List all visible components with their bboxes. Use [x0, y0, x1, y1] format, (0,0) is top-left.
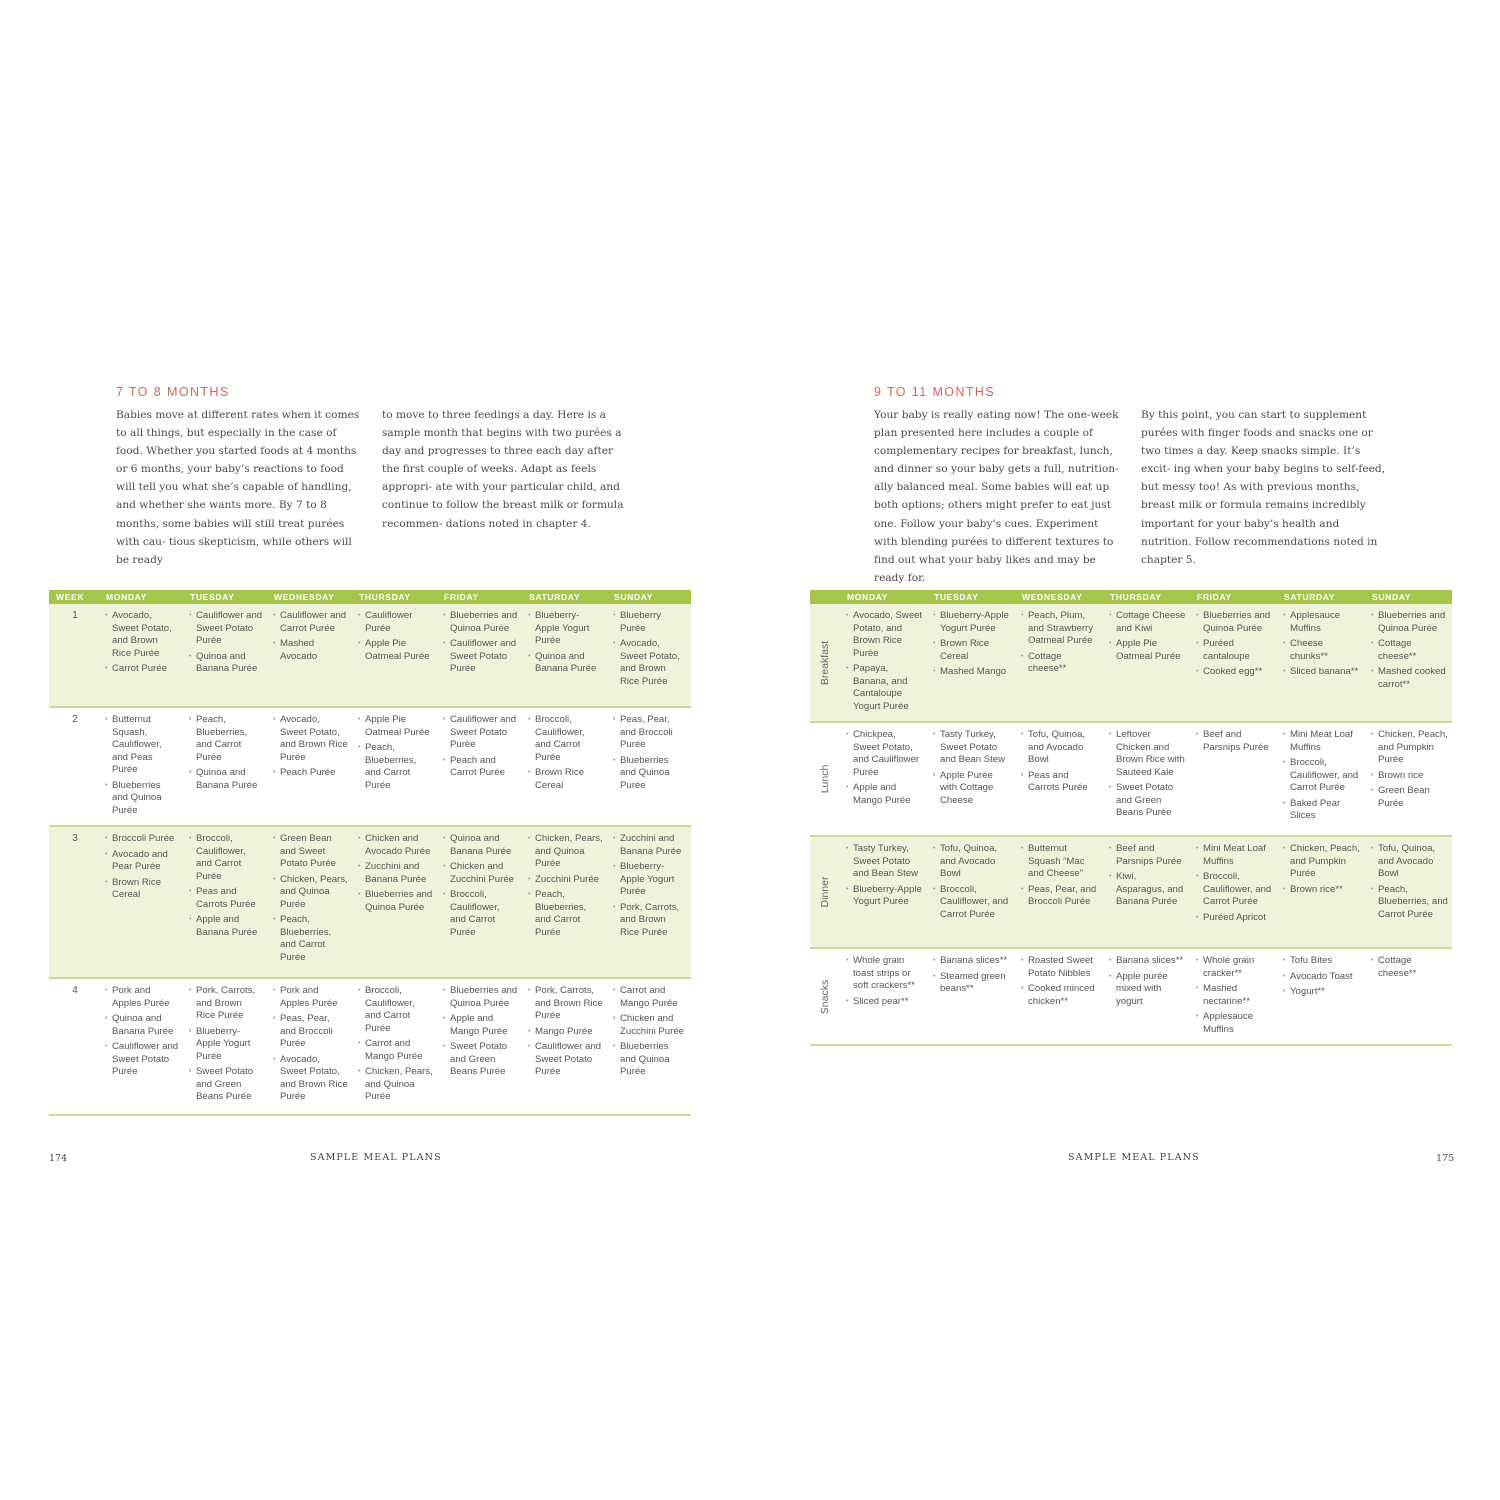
meal-item: • Blueberries and Quinoa Purée	[613, 755, 687, 793]
meal-item: • Banana slices**	[933, 955, 1011, 968]
week-number: 1	[49, 604, 99, 707]
meal-cell	[1190, 604, 1277, 722]
meal-item-list	[273, 833, 348, 964]
meal-item-list	[1196, 955, 1273, 1036]
meal-item: • Brown Rice Cereal	[528, 767, 603, 792]
meal-item: • Chicken, Pears, and Quinoa Purée	[273, 874, 348, 912]
meal-item: • Cottage cheese**	[1371, 955, 1448, 980]
column-header-tuesday: TUESDAY	[183, 590, 267, 604]
meal-item: • Peas, Pear, and Broccoli Purée	[273, 1013, 348, 1051]
meal-item: • Broccoli Purée	[105, 833, 179, 846]
meal-item-list	[1109, 610, 1186, 663]
column-header-wednesday: WEDNESDAY	[1015, 590, 1103, 604]
left-running-footer: SAMPLE MEAL PLANS	[310, 1152, 442, 1163]
meal-item: • Apple Pie Oatmeal Purée	[1109, 638, 1186, 663]
meal-item-list	[443, 985, 518, 1079]
meal-item: • Avocado, Sweet Potato, and Brown Rice Purée	[613, 638, 687, 688]
week-number: 2	[49, 707, 99, 826]
meal-item-list	[443, 714, 518, 780]
meal-item: • Puréed cantaloupe	[1196, 638, 1273, 663]
meal-cell	[437, 978, 522, 1115]
meal-cell	[183, 826, 267, 978]
meal-item: • Applesauce Muffins	[1283, 610, 1361, 635]
table-row	[49, 978, 691, 1115]
table-row	[810, 604, 1452, 722]
table-row	[49, 826, 691, 978]
meal-item: • Green Bean Purée	[1371, 785, 1448, 810]
right-running-footer: SAMPLE MEAL PLANS	[1068, 1152, 1200, 1163]
meal-cell	[352, 826, 437, 978]
meal-item: • Avocado, Sweet Potato, and Brown Rice Purée	[273, 714, 348, 764]
meal-item: • Quinoa and Banana Purée	[105, 1013, 179, 1038]
meal-item: • Blueberries and Quinoa Purée	[105, 780, 179, 818]
meal-item: • Zucchini and Banana Purée	[358, 861, 433, 886]
meal-item: • Avocado Toast	[1283, 971, 1361, 984]
left-intro-col1: Babies move at different rates when it comes to all things, but especially in the case of food. Whether you started foods at 4 months or 6 months, your baby’s reactions to food will tell you what she’s capable of handling, and whether she wants more. By 7 to 8 months, some babies will still treat purées with cau- tious skepticism, while others will be ready	[116, 409, 360, 566]
meal-item: • Sliced banana**	[1283, 666, 1361, 679]
meal-item: • Cauliflower Purée	[358, 610, 433, 635]
meal-item-list	[189, 610, 263, 676]
meal-item: • Peach, Blueberries, and Carrot Purée	[1371, 884, 1448, 922]
meal-item: • Zucchini and Banana Purée	[613, 833, 687, 858]
meal-item: • Sweet Potato and Green Beans Purée	[1109, 782, 1186, 820]
meal-item: • Apple purée mixed with yogurt	[1109, 971, 1186, 1009]
meal-item-list	[1371, 843, 1448, 921]
meal-item: • Brown rice	[1371, 770, 1448, 783]
meal-item-list	[528, 714, 603, 792]
meal-item: • Blueberry-Apple Yogurt Purée	[528, 610, 603, 648]
meal-item-list	[358, 610, 433, 663]
meal-item: • Blueberries and Quinoa Purée	[613, 1041, 687, 1079]
meal-item-list	[528, 610, 603, 676]
meal-cell	[99, 826, 183, 978]
meal-item-list	[105, 833, 179, 902]
meal-item: • Chicken, Pears, and Quinoa Purée	[358, 1066, 433, 1104]
meal-item: • Pork, Carrots, and Brown Rice Purée	[528, 985, 603, 1023]
meal-item: • Cooked egg**	[1196, 666, 1273, 679]
meal-item: • Leftover Chicken and Brown Rice with Sautéed Kale	[1109, 729, 1186, 779]
meal-item: • Mango Purée	[528, 1026, 603, 1039]
meal-item: • Avocado, Sweet Potato, and Brown Rice Purée	[273, 1054, 348, 1104]
meal-item-list	[528, 833, 603, 939]
meal-item: • Sweet Potato and Green Beans Purée	[443, 1041, 518, 1079]
column-header-friday: FRIDAY	[1190, 590, 1277, 604]
meal-item: • Apple and Mango Purée	[846, 782, 923, 807]
meal-item: • Green Bean and Sweet Potato Purée	[273, 833, 348, 871]
meal-cell	[1277, 722, 1365, 836]
meal-item: • Blueberries and Quinoa Purée	[1371, 610, 1448, 635]
meal-item: • Pork and Apples Purée	[105, 985, 179, 1010]
meal-item: • Peach and Carrot Purée	[443, 755, 518, 780]
meal-cell	[1365, 836, 1452, 948]
meal-item: • Chicken and Zucchini Purée	[443, 861, 518, 886]
meal-cell	[840, 604, 927, 722]
meal-item-list	[1109, 843, 1186, 909]
meal-item-list	[846, 610, 923, 713]
meal-item: • Yogurt**	[1283, 986, 1361, 999]
meal-item: • Blueberry Purée	[613, 610, 687, 635]
meal-item: • Cottage Cheese and Kiwi	[1109, 610, 1186, 635]
meal-item: • Chicken, Pears, and Quinoa Purée	[528, 833, 603, 871]
meal-item-list	[613, 985, 687, 1079]
meal-cell	[840, 836, 927, 948]
meal-item-list	[846, 729, 923, 807]
meal-item: • Tasty Turkey, Sweet Potato and Bean Stew	[933, 729, 1011, 767]
meal-item-list	[613, 833, 687, 939]
meal-item: • Puréed Apricot	[1196, 912, 1273, 925]
meal-item-list	[613, 610, 687, 688]
meal-cell	[99, 604, 183, 707]
table-row	[49, 707, 691, 826]
meal-item: • Peas, Pear, and Broccoli Purée	[1021, 884, 1099, 909]
meal-item: • Brown Rice Cereal	[933, 638, 1011, 663]
meal-item: • Mashed Avocado	[273, 638, 348, 663]
column-header-week: WEEK	[49, 590, 99, 604]
meal-item: • Chicken and Zucchini Purée	[613, 1013, 687, 1038]
meal-item: • Baked Pear Slices	[1283, 798, 1361, 823]
meal-item: • Cottage cheese**	[1021, 651, 1099, 676]
column-header-thursday: THURSDAY	[352, 590, 437, 604]
meal-item: • Broccoli, Cauliflower, and Carrot Purée	[933, 884, 1011, 922]
meal-cell	[927, 604, 1015, 722]
meal-item: • Cottage cheese**	[1371, 638, 1448, 663]
meal-item-list	[1283, 610, 1361, 679]
meal-item: • Blueberries and Quinoa Purée	[358, 889, 433, 914]
meal-cell	[352, 707, 437, 826]
column-header-saturday: SATURDAY	[1277, 590, 1365, 604]
meal-item: • Steamed green beans**	[933, 971, 1011, 996]
meal-label: Snacks	[818, 979, 831, 1014]
meal-cell	[1277, 604, 1365, 722]
left-heading: 7 TO 8 MONTHS	[116, 385, 230, 399]
meal-item: • Avocado, Sweet Potato, and Brown Rice Purée	[846, 610, 923, 660]
meal-item: • Avocado and Pear Purée	[105, 849, 179, 874]
meal-cell	[1015, 836, 1103, 948]
meal-item-list	[846, 955, 923, 1008]
meal-item: • Tasty Turkey, Sweet Potato and Bean Stew	[846, 843, 923, 881]
meal-item-list	[1371, 729, 1448, 810]
meal-item-list	[189, 985, 263, 1104]
meal-cell	[1103, 948, 1190, 1045]
meal-cell	[1015, 722, 1103, 836]
meal-cell	[927, 948, 1015, 1045]
meal-item: • Sweet Potato and Green Beans Purée	[189, 1066, 263, 1104]
meal-item: • Cooked minced chicken**	[1021, 983, 1099, 1008]
meal-item: • Apple Purée with Cottage Cheese	[933, 770, 1011, 808]
column-header-sunday: SUNDAY	[607, 590, 691, 604]
meal-cell	[437, 826, 522, 978]
meal-cell	[1103, 722, 1190, 836]
meal-label: Breakfast	[818, 640, 831, 685]
meal-item: • Blueberry-Apple Yogurt Purée	[846, 884, 923, 909]
meal-item: • Apple and Banana Purée	[189, 914, 263, 939]
column-header-sunday: SUNDAY	[1365, 590, 1452, 604]
table-row	[810, 722, 1452, 836]
meal-item: • Blueberries and Quinoa Purée	[443, 985, 518, 1010]
meal-cell	[607, 604, 691, 707]
meal-cell	[99, 978, 183, 1115]
meal-item: • Cauliflower and Sweet Potato Purée	[189, 610, 263, 648]
meal-item: • Quinoa and Banana Purée	[189, 651, 263, 676]
meal-item: • Chicken, Peach, and Pumpkin Purée	[1283, 843, 1361, 881]
meal-item-list	[1196, 610, 1273, 679]
meal-item: • Peach, Blueberries, and Carrot Purée	[528, 889, 603, 939]
meal-cell	[352, 604, 437, 707]
meal-item: • Tofu, Quinoa, and Avocado Bowl	[1021, 729, 1099, 767]
meal-label-cell	[810, 836, 840, 948]
meal-item-list	[1196, 729, 1273, 754]
meal-cell	[1190, 722, 1277, 836]
column-header-saturday: SATURDAY	[522, 590, 607, 604]
column-header-tuesday: TUESDAY	[927, 590, 1015, 604]
meal-item: • Peas, Pear, and Broccoli Purée	[613, 714, 687, 752]
meal-item-list	[1371, 610, 1448, 691]
meal-item-list	[105, 985, 179, 1079]
meal-item: • Cauliflower and Sweet Potato Purée	[443, 714, 518, 752]
meal-item: • Banana slices**	[1109, 955, 1186, 968]
meal-item-list	[105, 610, 179, 676]
left-page-number: 174	[49, 1153, 68, 1164]
meal-item-list	[443, 610, 518, 676]
meal-cell	[1365, 948, 1452, 1045]
meal-cell	[1190, 836, 1277, 948]
meal-item: • Quinoa and Banana Purée	[443, 833, 518, 858]
column-header-monday: MONDAY	[99, 590, 183, 604]
meal-cell	[840, 948, 927, 1045]
meal-item: • Blueberry-Apple Yogurt Purée	[933, 610, 1011, 635]
meal-item-list	[933, 955, 1011, 996]
meal-item-list	[273, 714, 348, 780]
meal-item: • Papaya, Banana, and Cantaloupe Yogurt Purée	[846, 663, 923, 713]
column-header-friday: FRIDAY	[437, 590, 522, 604]
meal-cell	[267, 826, 352, 978]
meal-label-cell	[810, 722, 840, 836]
meal-cell	[183, 707, 267, 826]
meal-item: • Blueberry-Apple Yogurt Purée	[613, 861, 687, 899]
table-row	[810, 836, 1452, 948]
meal-item: • Brown rice**	[1283, 884, 1361, 897]
meal-item: • Pork and Apples Purée	[273, 985, 348, 1010]
meal-item: • Broccoli, Cauliflower, and Carrot Purée	[358, 985, 433, 1035]
meal-item: • Tofu, Quinoa, and Avocado Bowl	[1371, 843, 1448, 881]
meal-item-list	[358, 714, 433, 792]
meal-item-list	[1371, 955, 1448, 980]
meal-cell	[1103, 836, 1190, 948]
meal-cell	[840, 722, 927, 836]
meal-label: Dinner	[818, 876, 831, 908]
meal-item: • Kiwi, Asparagus, and Banana Purée	[1109, 871, 1186, 909]
meal-item-list	[1021, 729, 1099, 795]
meal-cell	[183, 978, 267, 1115]
meal-item-list	[1109, 955, 1186, 1008]
meal-item: • Mini Meat Loaf Muffins	[1283, 729, 1361, 754]
meal-cell	[183, 604, 267, 707]
meal-item: • Peach, Blueberries, and Carrot Purée	[189, 714, 263, 764]
meal-item: • Carrot Purée	[105, 663, 179, 676]
meal-item: • Pork, Carrots, and Brown Rice Purée	[613, 902, 687, 940]
meal-item: • Blueberries and Quinoa Purée	[443, 610, 518, 635]
right-heading: 9 TO 11 MONTHS	[874, 385, 996, 399]
meal-item-list	[528, 985, 603, 1079]
meal-item: • Quinoa and Banana Purée	[189, 767, 263, 792]
meal-item: • Mashed nectarine**	[1196, 983, 1273, 1008]
meal-item-list	[358, 833, 433, 914]
meal-item: • Sliced pear**	[846, 996, 923, 1009]
right-intro-col1: Your baby is really eating now! The one-week plan presented here includes a couple of complementary recipes for breakfast, lunch, and dinner so your baby gets a full, nutrition- ally balanced meal. Some babies will eat up both options; others might prefer to eat just one. Follow your baby’s cues. Experiment with blending purées to different textures to find out what your baby likes and may be ready for.	[874, 409, 1119, 584]
meal-item: • Beef and Parsnips Purée	[1196, 729, 1273, 754]
meal-item-list	[933, 610, 1011, 679]
week-number: 3	[49, 826, 99, 978]
meal-item-list	[105, 714, 179, 817]
meal-item: • Tofu, Quinoa, and Avocado Bowl	[933, 843, 1011, 881]
meal-item-list	[1283, 955, 1361, 999]
meal-item-list	[933, 843, 1011, 921]
meal-item: • Cauliflower and Sweet Potato Purée	[443, 638, 518, 676]
meal-item: • Chickpea, Sweet Potato, and Cauliflower Purée	[846, 729, 923, 779]
meal-cell	[437, 604, 522, 707]
meal-cell	[522, 826, 607, 978]
column-header-monday: MONDAY	[840, 590, 927, 604]
table-row	[49, 604, 691, 707]
meal-item: • Mashed Mango	[933, 666, 1011, 679]
meal-cell	[1103, 604, 1190, 722]
meal-item-list	[1021, 610, 1099, 676]
column-header-thursday: THURSDAY	[1103, 590, 1190, 604]
meal-item-list	[1021, 955, 1099, 1008]
meal-item-list	[1196, 843, 1273, 924]
meal-item: • Apple and Mango Purée	[443, 1013, 518, 1038]
meal-item-list	[358, 985, 433, 1104]
meal-item: • Applesauce Muffins	[1196, 1011, 1273, 1036]
right-intro-col2: By this point, you can start to supplement purées with finger foods and snacks one or two times a day. Keep snacks simple. It’s excit- ing when your baby begins to self-feed, but messy too! As with previous months, breast milk or formula remains incredibly important for your baby’s health and nutrition. Follow recommendations noted in chapter 5.	[1141, 409, 1386, 566]
meal-item: • Mini Meat Loaf Muffins	[1196, 843, 1273, 868]
meal-cell	[267, 604, 352, 707]
meal-cell	[607, 826, 691, 978]
meal-item: • Pork, Carrots, and Brown Rice Purée	[189, 985, 263, 1023]
right-meal-plan-table	[810, 590, 1452, 1046]
meal-cell	[352, 978, 437, 1115]
meal-item: • Cauliflower and Sweet Potato Purée	[105, 1041, 179, 1079]
left-intro-col2: to move to three feedings a day. Here is a sample month that begins with two purées a day and progresses to three each day after the first couple of weeks. Adapt as feels appropri- ate with your particular child, and continue to follow the breast milk or formula recommen- dations noted in chapter 4.	[382, 409, 624, 530]
meal-item: • Avocado, Sweet Potato, and Brown Rice Purée	[105, 610, 179, 660]
meal-cell	[522, 707, 607, 826]
meal-item: • Chicken, Peach, and Pumpkin Purée	[1371, 729, 1448, 767]
meal-cell	[522, 604, 607, 707]
meal-item: • Cauliflower and Sweet Potato Purée	[528, 1041, 603, 1079]
meal-cell	[267, 978, 352, 1115]
meal-item-list	[273, 610, 348, 663]
meal-cell	[607, 978, 691, 1115]
meal-item-list	[1021, 843, 1099, 909]
meal-item: • Cauliflower and Carrot Purée	[273, 610, 348, 635]
meal-item: • Broccoli, Cauliflower, and Carrot Purée	[189, 833, 263, 883]
meal-item: • Beef and Parsnips Purée	[1109, 843, 1186, 868]
column-header-meal	[810, 590, 840, 604]
meal-item-list	[1283, 729, 1361, 823]
column-header-wednesday: WEDNESDAY	[267, 590, 352, 604]
meal-item: • Quinoa and Banana Purée	[528, 651, 603, 676]
meal-item: • Whole grain cracker**	[1196, 955, 1273, 980]
meal-cell	[1190, 948, 1277, 1045]
meal-item-list	[189, 714, 263, 792]
meal-cell	[267, 707, 352, 826]
meal-item: • Roasted Sweet Potato Nibbles	[1021, 955, 1099, 980]
week-number: 4	[49, 978, 99, 1115]
meal-item-list	[273, 985, 348, 1104]
meal-item-list	[189, 833, 263, 939]
meal-item: • Apple Pie Oatmeal Purée	[358, 638, 433, 663]
meal-item: • Tofu Bites	[1283, 955, 1361, 968]
meal-cell	[607, 707, 691, 826]
meal-item: • Whole grain toast strips or soft crackers**	[846, 955, 923, 993]
meal-item-list	[1109, 729, 1186, 820]
left-meal-plan-table	[49, 590, 691, 1116]
meal-item: • Peach, Blueberries, and Carrot Purée	[273, 914, 348, 964]
meal-item-list	[1283, 843, 1361, 896]
meal-cell	[1277, 948, 1365, 1045]
meal-item: • Blueberry-Apple Yogurt Purée	[189, 1026, 263, 1064]
meal-item-list	[846, 843, 923, 909]
meal-item: • Broccoli, Cauliflower, and Carrot Purée	[1196, 871, 1273, 909]
meal-label-cell	[810, 948, 840, 1045]
right-page-number: 175	[1436, 1153, 1455, 1164]
meal-item: • Mashed cooked carrot**	[1371, 666, 1448, 691]
meal-cell	[1365, 604, 1452, 722]
meal-item: • Peach, Blueberries, and Carrot Purée	[358, 742, 433, 792]
meal-cell	[437, 707, 522, 826]
meal-cell	[1365, 722, 1452, 836]
meal-item: • Peach, Plum, and Strawberry Oatmeal Purée	[1021, 610, 1099, 648]
meal-item: • Broccoli, Cauliflower, and Carrot Purée	[443, 889, 518, 939]
meal-item: • Chicken and Avocado Purée	[358, 833, 433, 858]
meal-item-list	[443, 833, 518, 939]
meal-cell	[1277, 836, 1365, 948]
meal-item: • Brown Rice Cereal	[105, 877, 179, 902]
meal-label-cell	[810, 604, 840, 722]
meal-cell	[927, 836, 1015, 948]
meal-cell	[1015, 604, 1103, 722]
meal-item: • Carrot and Mango Purée	[613, 985, 687, 1010]
meal-cell	[927, 722, 1015, 836]
meal-item: • Zucchini Purée	[528, 874, 603, 887]
meal-cell	[1015, 948, 1103, 1045]
meal-item: • Carrot and Mango Purée	[358, 1038, 433, 1063]
meal-item: • Butternut Squash “Mac and Cheese”	[1021, 843, 1099, 881]
meal-item: • Peach Purée	[273, 767, 348, 780]
meal-label: Lunch	[818, 764, 831, 794]
meal-item: • Broccoli, Cauliflower, and Carrot Purée	[528, 714, 603, 764]
meal-item: • Peas and Carrots Purée	[189, 886, 263, 911]
meal-item-list	[933, 729, 1011, 807]
meal-cell	[522, 978, 607, 1115]
meal-item: • Butternut Squash, Cauliflower, and Peas Purée	[105, 714, 179, 777]
meal-item: • Peas and Carrots Purée	[1021, 770, 1099, 795]
meal-cell	[99, 707, 183, 826]
meal-item: • Cheese chunks**	[1283, 638, 1361, 663]
meal-item: • Blueberries and Quinoa Purée	[1196, 610, 1273, 635]
meal-item-list	[613, 714, 687, 792]
meal-item: • Apple Pie Oatmeal Purée	[358, 714, 433, 739]
table-row	[810, 948, 1452, 1045]
meal-item: • Broccoli, Cauliflower, and Carrot Purée	[1283, 757, 1361, 795]
